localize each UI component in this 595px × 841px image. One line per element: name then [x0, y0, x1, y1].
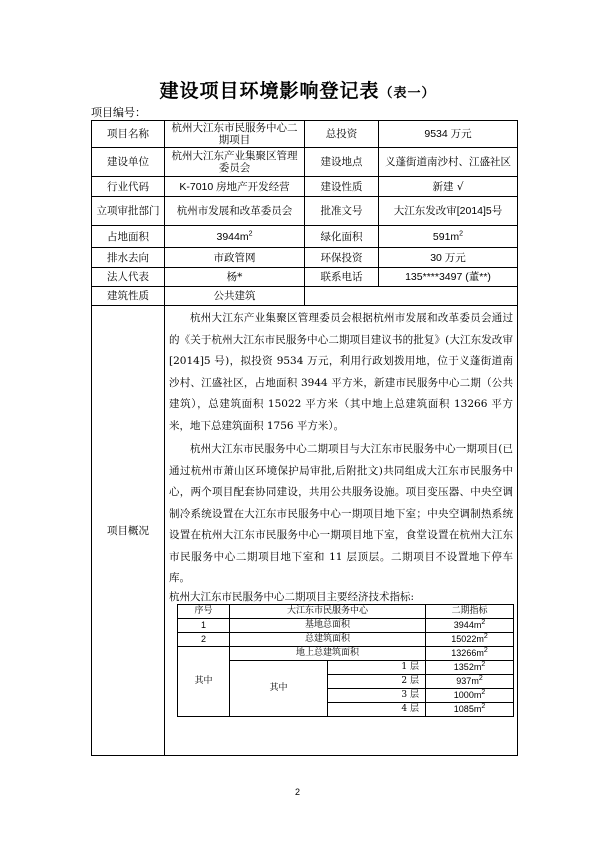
title-main: 建设项目环境影响登记表	[159, 80, 380, 102]
overview-paragraph-2: 杭州大江东市民服务中心二期项目与大江东市民服务中心一期项目(已通过杭州市萧山区环境保护局审批,后附批文)共同组成大江东市民服务中心，两个项目配套协同建设，共用公共服务设施。项目变压器、中央空调制冷系统设置在大江东市民服务中心一期项目地下室；中央空调制热系统设置在杭州大江东市民服务中心一期项目地下室，食堂设置在杭州大江东市民服务中心二期项目地下室和 11 层顶层。二期项目不设置地下停车库。	[169, 443, 513, 584]
table-row: 2 总建筑面积 $15022m^2$	[178, 632, 514, 646]
label-legal-rep: 法人代表	[92, 268, 165, 287]
value-total-investment: 9534 万元	[379, 121, 518, 148]
label-phone: 联系电话	[305, 268, 379, 287]
label-green-area: 绿化面积	[305, 226, 379, 248]
row-industry-code	[92, 177, 518, 197]
value-legal-rep: 杨*	[165, 268, 305, 287]
table-row: 其中 地上总建筑面积 $13266m^2$	[178, 646, 514, 660]
indicators-header	[178, 604, 514, 618]
value-builder: 杭州大江东产业集聚区管理委员会	[165, 148, 305, 177]
row-approval	[92, 197, 518, 226]
table-row: 其中 1 层 $1352m^2$	[178, 660, 514, 674]
value-drainage: 市政管网	[165, 248, 305, 268]
overview-paragraph-1: 杭州大江东产业集聚区管理委员会根据杭州市发展和改革委员会通过的《关于杭州大江东市民服务中心二期项目建议书的批复》(大江东发改审[2014]5 号)，拟投资 9534 万元，利用行政划拨用地，位于义蓬街道南沙村、江盛社区，占地面积 3944 平方米，新建市民服务中心二期（公共建筑），总建筑面积 15022 平方米（其中地上总建筑面积 13266 平方米，地下总建筑面积 1756 平方米）。	[169, 312, 513, 432]
overview-content	[165, 306, 518, 756]
page-title	[0, 76, 595, 103]
indicators-caption: 杭州大江东市民服务中心二期项目主要经济技术指标:	[169, 590, 415, 603]
registration-table	[91, 120, 518, 756]
label-industry-code: 行业代码	[92, 177, 165, 197]
label-location: 建设地点	[305, 148, 379, 177]
row-builder	[92, 148, 518, 177]
page-number: 2	[294, 787, 300, 797]
value-land-area: $3944m^2$	[165, 226, 305, 248]
value-green-area: $591m^2$	[379, 226, 518, 248]
value-approval-no: 大江东发改审[2014]5号	[379, 197, 518, 226]
label-land-area: 占地面积	[92, 226, 165, 248]
label-builder: 建设单位	[92, 148, 165, 177]
header-no: 序号	[178, 604, 230, 618]
row-drainage	[92, 248, 518, 268]
table-row: 2 层 $937m^2$	[178, 674, 514, 688]
value-building-nature: 公共建筑	[165, 287, 305, 306]
value-construction-nature: 新建 √	[379, 177, 518, 197]
row-building-nature	[92, 287, 518, 306]
value-env-investment: 30 万元	[379, 248, 518, 268]
header-value: 二期指标	[426, 604, 514, 618]
project-number-label: 项目编号：	[91, 106, 146, 119]
row-area	[92, 226, 518, 248]
row-project-name	[92, 121, 518, 148]
group-label: 其中	[178, 646, 230, 716]
label-project-name: 项目名称	[92, 121, 165, 148]
label-env-investment: 环保投资	[305, 248, 379, 268]
value-industry-code: K-7010 房地产开发经营	[165, 177, 305, 197]
row-overview	[92, 306, 518, 756]
label-building-nature: 建筑性质	[92, 287, 165, 306]
value-location: 义蓬街道南沙村、江盛社区	[379, 148, 518, 177]
indicators-table	[177, 604, 514, 717]
label-drainage: 排水去向	[92, 248, 165, 268]
header-name: 大江东市民服务中心	[230, 604, 426, 618]
inner-group-label: 其中	[230, 660, 328, 716]
label-approval-dept: 立项审批部门	[92, 197, 165, 226]
table-row: 1 基地总面积 $3944m^2$	[178, 618, 514, 632]
value-approval-dept: 杭州市发展和改革委员会	[165, 197, 305, 226]
value-project-name: 杭州大江东市民服务中心二期项目	[165, 121, 305, 148]
label-approval-no: 批准文号	[305, 197, 379, 226]
table-row: 4 层 $1085m^2$	[178, 702, 514, 716]
label-total-investment: 总投资	[305, 121, 379, 148]
table-row: 3 层 $1000m^2$	[178, 688, 514, 702]
value-phone: 135****3497 (董**)	[379, 268, 518, 287]
label-overview: 项目概况	[92, 306, 165, 756]
title-sub: （表一）	[379, 86, 436, 101]
row-legal-rep	[92, 268, 518, 287]
label-construction-nature: 建设性质	[305, 177, 379, 197]
